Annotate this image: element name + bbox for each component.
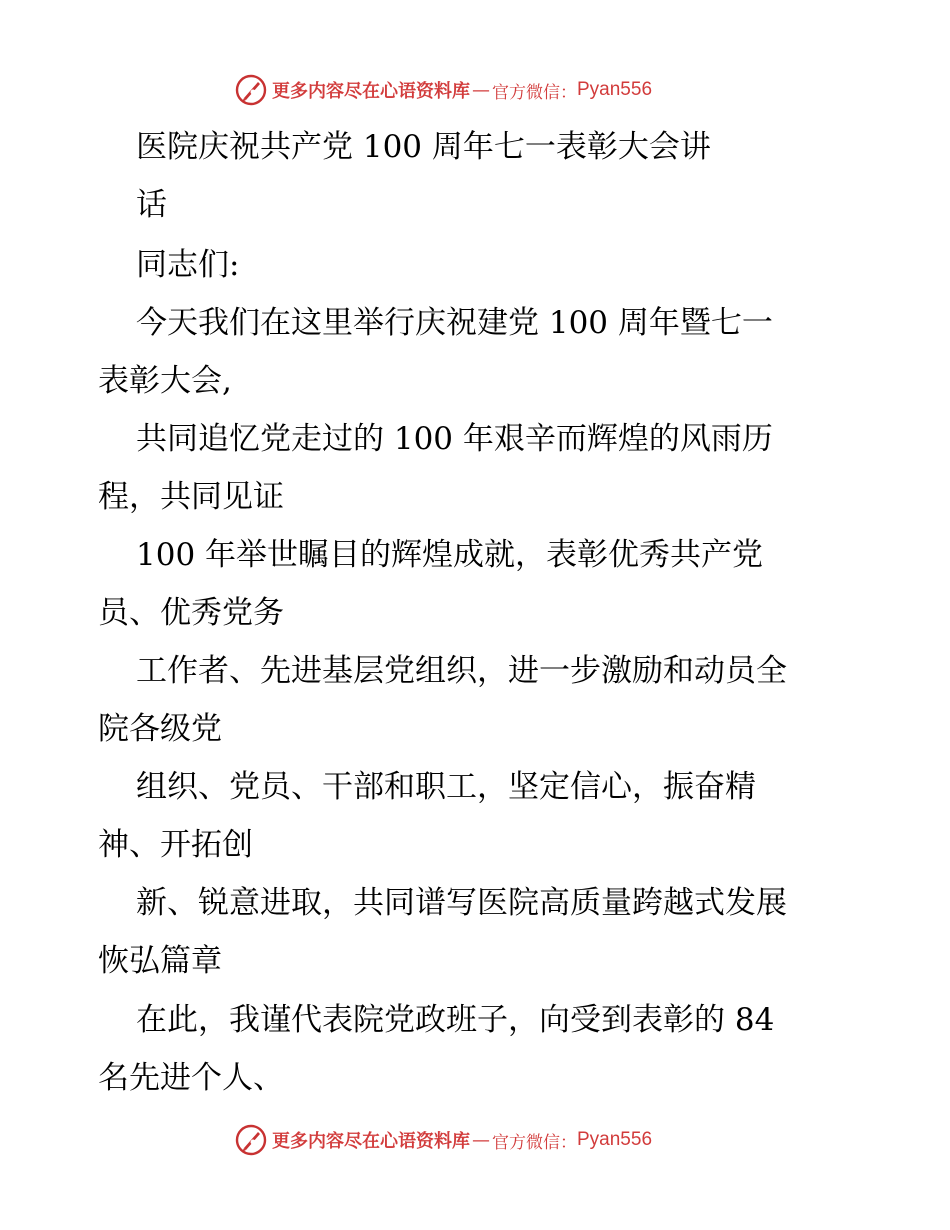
banner-separator: — (472, 79, 490, 101)
pen-logo-icon (234, 1123, 268, 1157)
text-line: 恢弘篇章 (98, 943, 222, 979)
text-line: 共同追忆党走过的 100 年艰辛而辉煌的风雨历 (136, 421, 773, 457)
text-line: 表彰大会, (98, 363, 232, 399)
text-line: 组织、党员、干部和职工，坚定信心，振奋精 (136, 769, 756, 805)
header-watermark-banner (234, 73, 714, 107)
text-line: 神、开拓创 (98, 827, 253, 863)
banner-main-text: 更多内容尽在心语资料库 (272, 1131, 470, 1152)
text-line: 程，共同见证 (98, 479, 284, 515)
text-line: 新、锐意进取，共同谱写医院高质量跨越式发展 (136, 885, 787, 921)
text-line: 员、优秀党务 (98, 595, 284, 631)
text-line: 名先进个人、 (98, 1060, 284, 1096)
banner-wechat-label: 官方微信： (492, 82, 577, 103)
banner-wechat-label: 官方微信： (492, 1132, 577, 1153)
banner-wechat-id: Pyan556 (577, 1129, 653, 1150)
text-line: 院各级党 (98, 711, 222, 747)
text-line: 今天我们在这里举行庆祝建党 100 周年暨七一 (136, 305, 773, 341)
banner-main-text: 更多内容尽在心语资料库 (272, 81, 470, 102)
banner-separator: — (472, 1129, 490, 1151)
text-line: 工作者、先进基层党组织，进一步激励和动员全 (136, 653, 787, 689)
banner-wechat-id: Pyan556 (577, 79, 653, 100)
footer-watermark-banner (234, 1123, 714, 1157)
text-line: 100 年举世瞩目的辉煌成就，表彰优秀共产党 (136, 537, 764, 573)
document-title-line-1: 医院庆祝共产党 100 周年七一表彰大会讲 (136, 129, 711, 165)
document-title-line-2: 话 (136, 187, 167, 223)
text-line: 同志们: (136, 247, 240, 283)
pen-logo-icon (234, 73, 268, 107)
text-line: 在此，我谨代表院党政班子，向受到表彰的 84 (136, 1002, 775, 1038)
